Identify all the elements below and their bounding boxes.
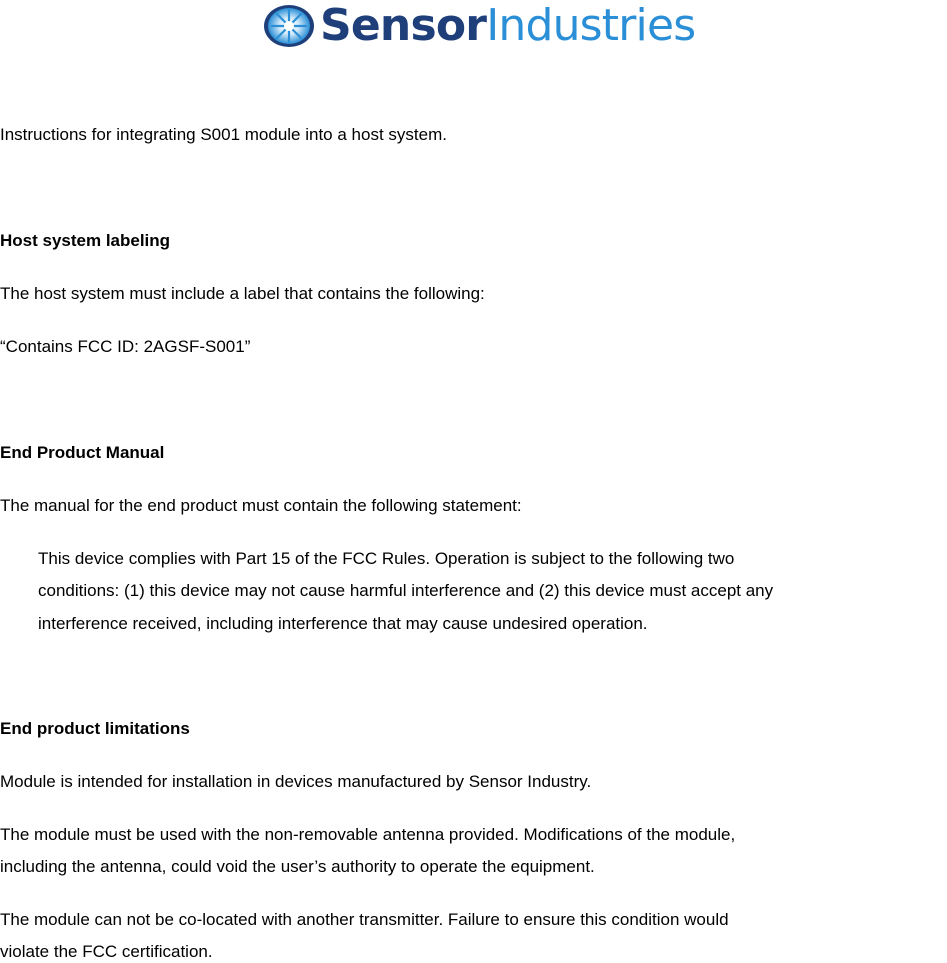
logo-text-industries: Industries xyxy=(486,0,696,51)
limitations-para-3-line-2: violate the FCC certification. xyxy=(0,942,213,961)
company-logo xyxy=(262,0,712,52)
limitations-heading: End product limitations xyxy=(0,719,190,738)
manual-text: The manual for the end product must contain the following statement: xyxy=(0,496,522,515)
manual-heading: End Product Manual xyxy=(0,443,165,462)
limitations-para-1: Module is intended for installation in devices manufactured by Sensor Industry. xyxy=(0,772,592,791)
host-labeling-text: The host system must include a label that contains the following: xyxy=(0,284,485,303)
limitations-para-2-line-2: including the antenna, could void the user’s authority to operate the equipment. xyxy=(0,857,595,876)
logo-text-sensor: Sensor xyxy=(320,0,487,51)
logo-wordmark xyxy=(320,0,696,51)
fcc-statement-line-2: conditions: (1) this device may not cause harmful interference and (2) this device must accept any xyxy=(38,581,774,600)
limitations-para-3-line-1: The module can not be co-located with another transmitter. Failure to ensure this condition would xyxy=(0,910,729,929)
starburst-logo-icon xyxy=(262,3,316,49)
fcc-id-text: “Contains FCC ID: 2AGSF-S001” xyxy=(0,337,251,356)
host-labeling-heading: Host system labeling xyxy=(0,231,171,250)
limitations-para-2-line-1: The module must be used with the non-removable antenna provided. Modifications of the module, xyxy=(0,825,736,844)
fcc-statement-line-3: interference received, including interference that may cause undesired operation. xyxy=(38,614,648,633)
intro-text: Instructions for integrating S001 module into a host system. xyxy=(0,125,447,144)
fcc-statement-line-1: This device complies with Part 15 of the FCC Rules. Operation is subject to the following two xyxy=(38,549,735,568)
